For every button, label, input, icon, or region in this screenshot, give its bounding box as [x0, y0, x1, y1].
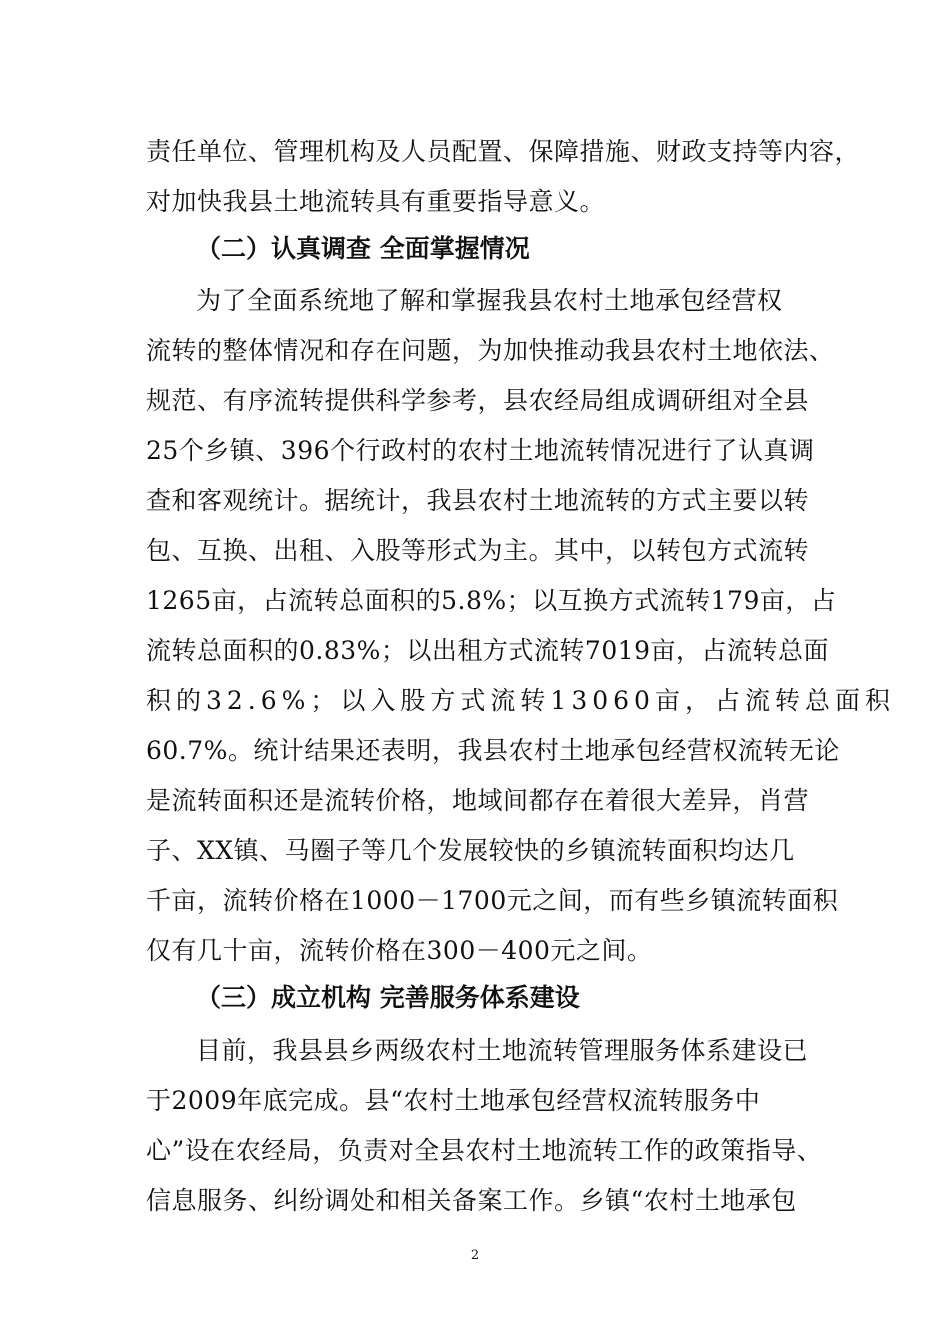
body-line: 流转的整体情况和存在问题，为加快推动我县农村土地依法、 — [146, 336, 835, 365]
body-line: 于2009年底完成。县“农村土地承包经营权流转服务中 — [146, 1086, 761, 1115]
body-line: 仅有几十亩，流转价格在300－400元之间。 — [146, 936, 653, 965]
body-line: 1265亩，占流转总面积的5.8%；以互换方式流转179亩，占 — [146, 586, 837, 615]
body-line: 对加快我县土地流转具有重要指导意义。 — [146, 187, 606, 216]
body-line: 信息服务、纠纷调处和相关备案工作。乡镇“农村土地承包 — [146, 1186, 797, 1215]
body-line: 目前，我县县乡两级农村土地流转管理服务体系建设已 — [196, 1036, 809, 1065]
body-line: 流转总面积的0.83%；以出租方式流转7019亩，占流转总面 — [146, 636, 830, 665]
body-line: 子、XX镇、马圈子等几个发展较快的乡镇流转面积均达几 — [146, 836, 795, 865]
body-line: 60.7%。统计结果还表明，我县农村土地承包经营权流转无论 — [146, 736, 840, 765]
body-line: 包、互换、出租、入股等形式为主。其中，以转包方式流转 — [146, 536, 810, 565]
body-line: 25个乡镇、396个行政村的农村土地流转情况进行了认真调 — [146, 436, 815, 465]
body-line: 积的32.6%；以入股方式流转13060亩，占流转总面积 — [146, 686, 895, 715]
body-line: 查和客观统计。据统计，我县农村土地流转的方式主要以转 — [146, 486, 810, 515]
body-line: 千亩，流转价格在1000－1700元之间，而有些乡镇流转面积 — [146, 886, 839, 915]
body-line: 心”设在农经局，负责对全县农村土地流转工作的政策指导、 — [146, 1136, 823, 1165]
body-line: 规范、有序流转提供科学参考，县农经局组成调研组对全县 — [146, 386, 810, 415]
section-heading-2: （二）认真调查 全面掌握情况 — [196, 234, 530, 263]
page-number: 2 — [470, 1248, 480, 1263]
body-line: 是流转面积还是流转价格，地域间都存在着很大差异，肖营 — [146, 786, 810, 815]
section-heading-3: （三）成立机构 完善服务体系建设 — [196, 983, 580, 1012]
body-line: 责任单位、管理机构及人员配置、保障措施、财政支持等内容， — [146, 137, 861, 166]
body-line: 为了全面系统地了解和掌握我县农村土地承包经营权 — [196, 286, 783, 315]
